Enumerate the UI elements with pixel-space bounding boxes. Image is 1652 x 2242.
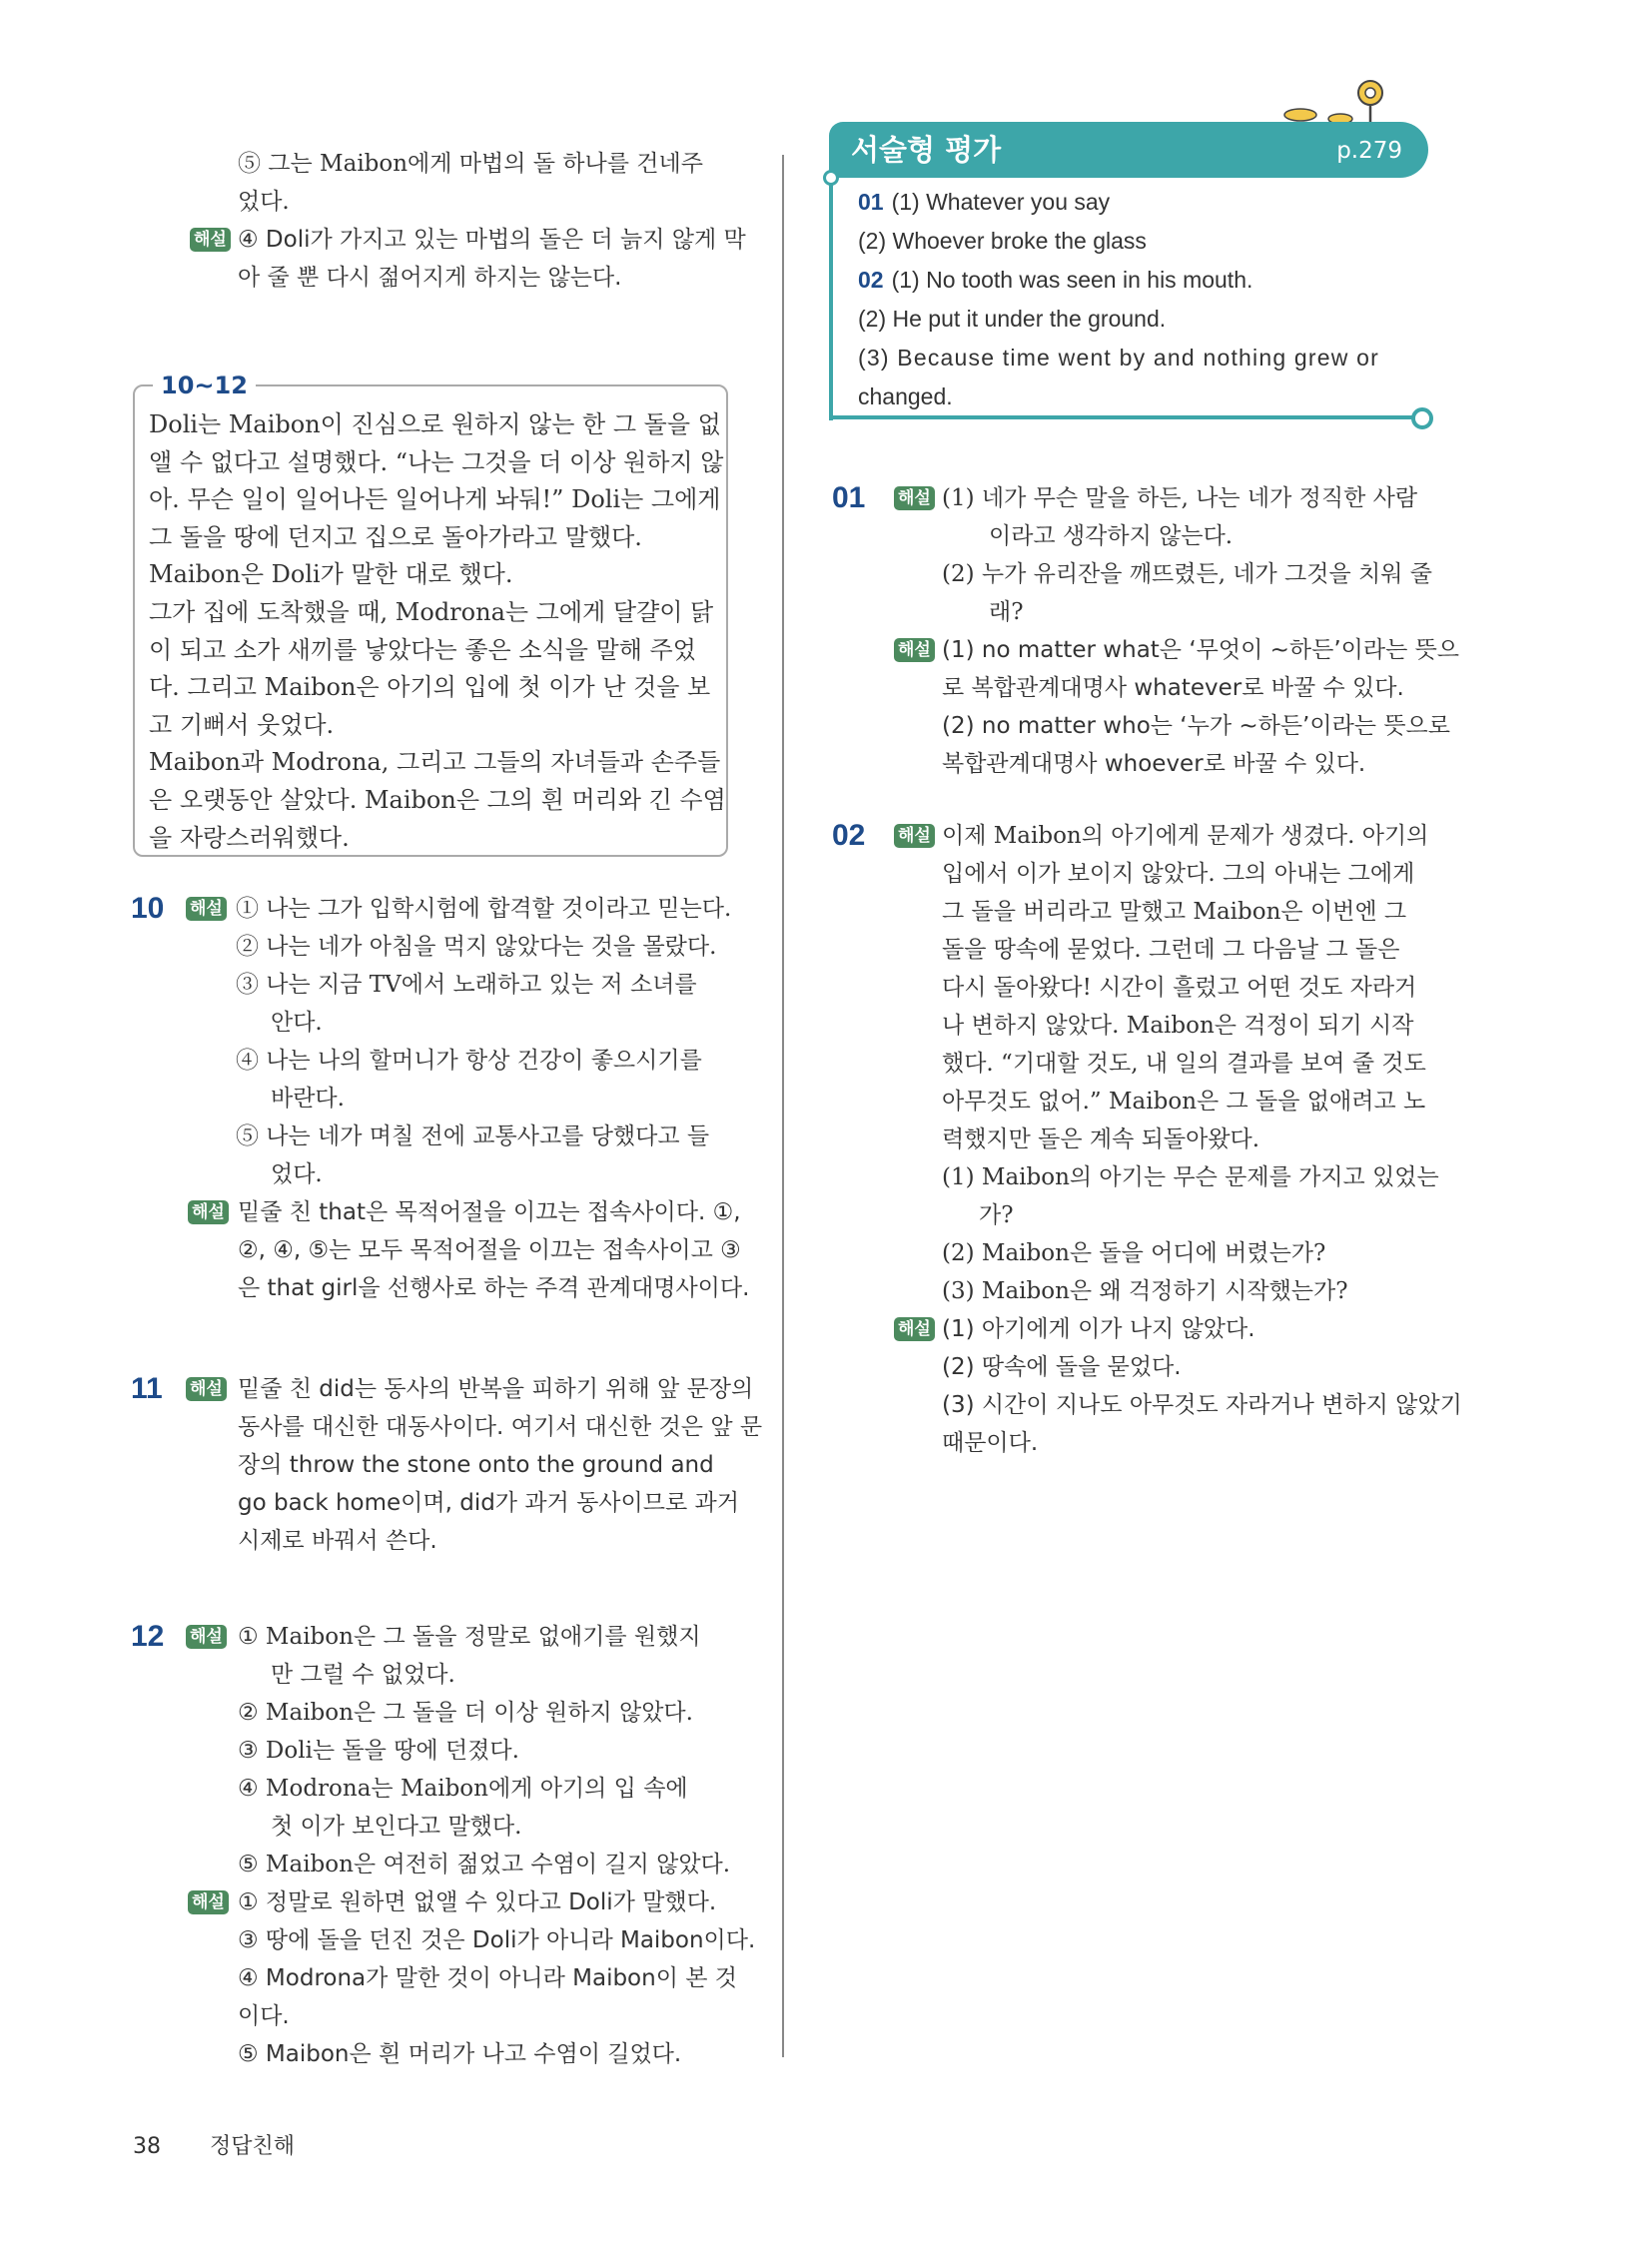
- passage-label: 10~12: [153, 372, 256, 399]
- text-line: 었다.: [238, 189, 290, 215]
- explanation-badge: 해설: [894, 824, 935, 848]
- passage-line: 그 돌을 버리라고 말했고 Maibon은 이번엔 그: [942, 899, 1407, 925]
- question-11: [131, 1370, 763, 1560]
- passage-line: 다시 돌아왔다! 시간이 흘렀고 어떤 것도 자라거: [942, 975, 1417, 1001]
- explanation-line: 장의 throw the stone onto the ground and: [238, 1452, 714, 1478]
- explanation-badge: 해설: [894, 486, 935, 510]
- question-number: 11: [131, 1372, 163, 1405]
- explanation-badge: 해설: [188, 1200, 229, 1224]
- translation-line: 었다.: [271, 1161, 323, 1187]
- translation-line: ④ 나는 나의 할머니가 항상 건강이 좋으시기를: [236, 1048, 702, 1074]
- translation-line: (1) 네가 무슨 말을 하든, 나는 네가 정직한 사람: [942, 485, 1418, 511]
- translation-line: ② 나는 네가 아침을 먹지 않았다는 것을 몰랐다.: [236, 934, 717, 960]
- text-line: ⑤ 그는 Maibon에게 마법의 돌 하나를 건네주: [238, 151, 703, 177]
- answer-text: (1) Whatever you say: [891, 189, 1111, 215]
- passage-line: 력했지만 돌은 계속 되돌아왔다.: [942, 1126, 1260, 1152]
- clouds-and-pin-icon: [1278, 75, 1388, 125]
- explanation-line: 밑줄 친 that은 목적어절을 이끄는 접속사이다. ①,: [238, 1199, 741, 1225]
- left-column: [131, 145, 763, 2067]
- translation-line: 이라고 생각하지 않는다.: [989, 523, 1234, 549]
- passage-line: 다. 그리고 Maibon은 아기의 입에 첫 이가 난 것을 보: [149, 673, 711, 702]
- explanation-badge: 해설: [894, 638, 935, 662]
- column-divider: [782, 155, 784, 2057]
- explanation-badge: 해설: [894, 1317, 935, 1341]
- translation-line: 래?: [989, 599, 1024, 625]
- explanation-badge: 해설: [186, 897, 227, 921]
- explanation-line: 시제로 바꿔서 쓴다.: [238, 1528, 437, 1554]
- essay-page-reference: p.279: [1336, 138, 1402, 164]
- answer-02: [832, 817, 1462, 1462]
- explanation-badge: 해설: [186, 1377, 227, 1401]
- translation-line: ② Maibon은 그 돌을 더 이상 원하지 않았다.: [238, 1700, 693, 1726]
- passage-line: 그 돌을 땅에 던지고 집으로 돌아가라고 말했다.: [149, 522, 642, 551]
- question-line: (3) Maibon은 왜 걱정하기 시작했는가?: [942, 1278, 1348, 1304]
- explanation-line: (1) 아기에게 이가 나지 않았다.: [942, 1316, 1255, 1342]
- passage-line: Doli는 Maibon이 진심으로 원하지 않는 한 그 돌을 없: [149, 410, 721, 438]
- answer-text: (3) Because time went by and nothing grew or: [858, 345, 1379, 371]
- passage-line: 고 기뻐서 웃었다.: [149, 710, 335, 739]
- explanation-line: (1) no matter what은 ‘무엇이 ~하든’이라는 뜻으: [942, 637, 1460, 663]
- explanation-line: ③ 땅에 돌을 던진 것은 Doli가 아니라 Maibon이다.: [238, 1927, 756, 1953]
- question-10: [131, 890, 750, 1307]
- passage-line: 이 되고 소가 새끼를 낳았다는 좋은 소식을 말해 주었: [149, 635, 696, 664]
- explanation-badge: 해설: [186, 1625, 227, 1649]
- passage-line: 이제 Maibon의 아기에게 문제가 생겼다. 아기의: [942, 823, 1429, 849]
- answer-text: changed.: [858, 383, 953, 409]
- translation-line: ④ Modrona는 Maibon에게 아기의 입 속에: [238, 1776, 688, 1802]
- answer-number: 01: [832, 481, 866, 514]
- explanation-badge: 해설: [190, 228, 231, 252]
- translation-line: ① Maibon은 그 돌을 정말로 없애기를 원했지: [238, 1624, 701, 1650]
- answer-text: (2) Whoever broke the glass: [858, 228, 1147, 254]
- explanation-line: ⑤ Maibon은 흰 머리가 나고 수염이 길었다.: [238, 2041, 682, 2067]
- question-line: 가?: [979, 1202, 1014, 1228]
- essay-title: 서술형 평가: [851, 133, 1002, 167]
- panel-dot: [823, 170, 839, 186]
- panel-border-left: [829, 175, 833, 420]
- explanation-badge: 해설: [188, 1890, 229, 1914]
- question-12: [131, 1618, 756, 2073]
- translation-line: 바란다.: [271, 1086, 345, 1112]
- explanation-line: (2) 땅속에 돌을 묻었다.: [942, 1354, 1182, 1380]
- explanation-line: 은 that girl을 선행사로 하는 주격 관계대명사이다.: [238, 1275, 750, 1301]
- answer-01: [832, 479, 1460, 783]
- translation-line: ③ 나는 지금 TV에서 노래하고 있는 저 소녀를: [236, 972, 697, 998]
- translation-line: (2) 누가 유리잔을 깨뜨렸든, 네가 그것을 치워 줄: [942, 561, 1432, 587]
- explanation-line: 동사를 대신한 대동사이다. 여기서 대신한 것은 앞 문: [238, 1414, 763, 1440]
- top-continuation: [133, 145, 746, 297]
- book-title: 정답친해: [210, 2134, 296, 2159]
- answer-number: 02: [832, 819, 866, 852]
- answer-number: 01: [858, 189, 884, 215]
- answer-number: 02: [858, 267, 884, 293]
- question-line: (2) Maibon은 돌을 어디에 버렸는가?: [942, 1240, 1326, 1266]
- translation-line: ⑤ Maibon은 여전히 젊었고 수염이 길지 않았다.: [238, 1852, 731, 1877]
- explanation-line: ① 정말로 원하면 없앨 수 있다고 Doli가 말했다.: [238, 1889, 717, 1915]
- essay-answers: [858, 183, 1427, 416]
- explanation-line: (2) no matter who는 ‘누가 ~하든’이라는 뜻으로: [942, 713, 1450, 739]
- translation-line: 첫 이가 보인다고 말했다.: [271, 1814, 522, 1840]
- passage-line: 은 오랫동안 살았다. Maibon은 그의 흰 머리와 긴 수염: [149, 785, 726, 814]
- passage-line: 아. 무슨 일이 일어나든 일어나게 놔둬!” Doli는 그에게: [149, 485, 721, 514]
- explanation-line: 때문이다.: [942, 1430, 1039, 1456]
- explanation-line: 복합관계대명사 whoever로 바꿀 수 있다.: [942, 751, 1366, 777]
- question-number: 12: [131, 1620, 165, 1653]
- answer-text: (2) He put it under the ground.: [858, 306, 1167, 332]
- essay-header: [829, 122, 1428, 178]
- explanation-line: (3) 시간이 지나도 아무것도 자라거나 변하지 않았기: [942, 1392, 1462, 1418]
- passage-line: 돌을 땅속에 묻었다. 그런데 그 다음날 그 돌은: [942, 937, 1400, 963]
- answer-text: (1) No tooth was seen in his mouth.: [891, 267, 1253, 293]
- passage-line: 나 변하지 않았다. Maibon은 걱정이 되기 시작: [942, 1013, 1414, 1039]
- passage-box: [133, 372, 728, 857]
- question-line: (1) Maibon의 아기는 무슨 문제를 가지고 있었는: [942, 1164, 1439, 1190]
- explanation-line: ②, ④, ⑤는 모두 목적어절을 이끄는 접속사이고 ③: [238, 1237, 741, 1263]
- translation-line: ① 나는 그가 입학시험에 합격할 것이라고 믿는다.: [236, 896, 732, 922]
- explanation-line: ④ Modrona가 말한 것이 아니라 Maibon이 본 것: [238, 1965, 737, 1991]
- page-footer: [133, 2129, 295, 2160]
- passage-line: 그가 집에 도착했을 때, Modrona는 그에게 달걀이 닭: [149, 597, 714, 626]
- translation-line: 안다.: [271, 1010, 323, 1036]
- passage-line: Maibon은 Doli가 말한 대로 했다.: [149, 560, 513, 589]
- explanation-line: 로 복합관계대명사 whatever로 바꿀 수 있다.: [942, 675, 1404, 701]
- essay-answer-panel: [829, 115, 1438, 444]
- question-number: 10: [131, 892, 165, 925]
- explanation-line: 밑줄 친 did는 동사의 반복을 피하기 위해 앞 문장의: [238, 1376, 754, 1402]
- explanation-line: ④ Doli가 가지고 있는 마법의 돌은 더 늙지 않게 막: [238, 227, 746, 253]
- translation-line: ③ Doli는 돌을 땅에 던졌다.: [238, 1738, 519, 1764]
- page-number: 38: [133, 2134, 161, 2159]
- explanation-line: 아 줄 뿐 다시 젊어지게 하지는 않는다.: [238, 265, 622, 291]
- explanation-line: 이다.: [238, 2003, 290, 2029]
- passage-line: 입에서 이가 보이지 않았다. 그의 아내는 그에게: [942, 861, 1415, 887]
- translation-line: ⑤ 나는 네가 며칠 전에 교통사고를 당했다고 들: [236, 1123, 710, 1149]
- explanation-line: go back home이며, did가 과거 동사이므로 과거: [238, 1490, 739, 1516]
- passage-line: 을 자랑스러워했다.: [149, 823, 350, 852]
- passage-line: 아무것도 없어.” Maibon은 그 돌을 없애려고 노: [942, 1089, 1426, 1115]
- passage-line: 앨 수 없다고 설명했다. “나는 그것을 더 이상 원하지 않: [149, 447, 724, 476]
- passage-line: Maibon과 Modrona, 그리고 그들의 자녀들과 손주들: [149, 748, 721, 777]
- passage-line: 했다. “기대할 것도, 내 일의 결과를 보여 줄 것도: [942, 1051, 1426, 1077]
- translation-line: 만 그럴 수 없었다.: [271, 1662, 455, 1688]
